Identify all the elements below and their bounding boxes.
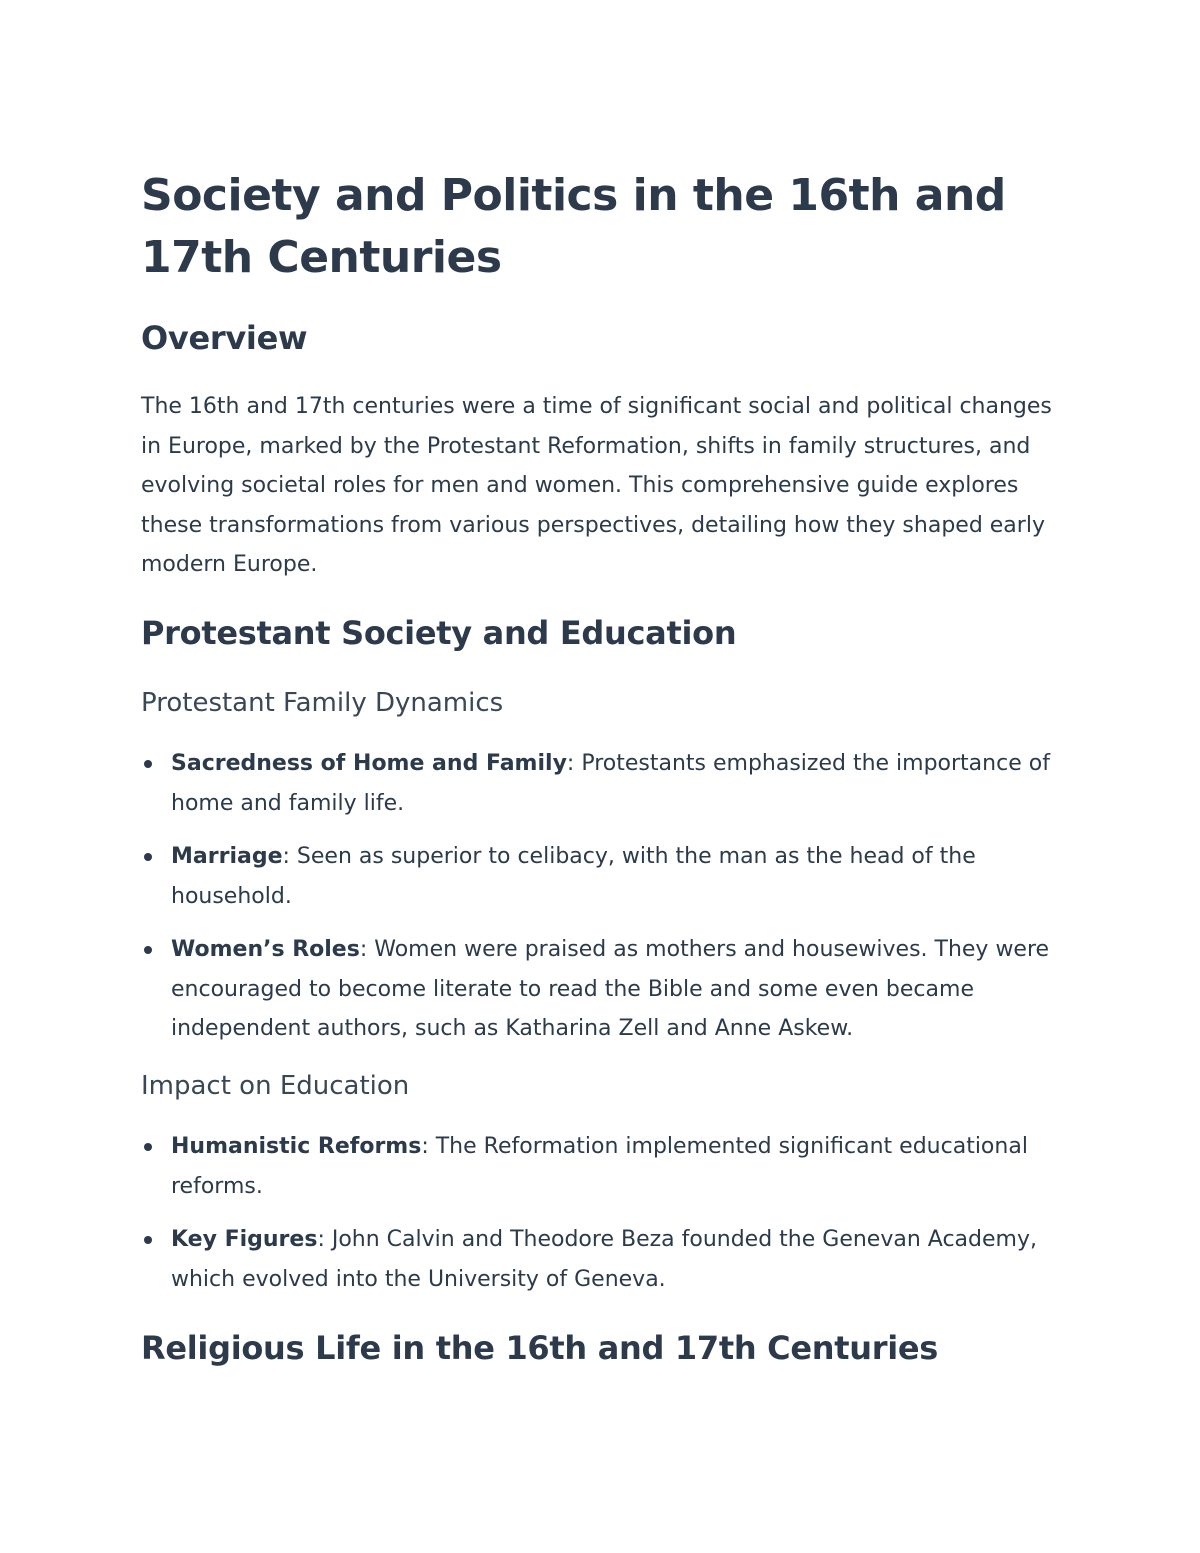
- list-item: [141, 930, 1071, 1049]
- list-item: [141, 1220, 1071, 1299]
- list-item-text: The Reformation implemented significant educational reforms.: [171, 1134, 1028, 1199]
- list-item-text: Women were praised as mothers and housewives. They were encouraged to become literate to read the Bible and some even became independent authors, such as Katharina Zell and Anne Askew.: [171, 937, 1050, 1041]
- education-impact-heading: Impact on Education: [141, 1071, 410, 1101]
- list-item: [141, 744, 1071, 823]
- list-item-separator: :: [359, 937, 368, 962]
- education-impact-list: [141, 1127, 1071, 1313]
- list-item-text: Seen as superior to celibacy, with the man as the head of the household.: [171, 844, 976, 909]
- overview-heading: Overview: [141, 319, 308, 357]
- religious-section-heading: Religious Life in the 16th and 17th Centuries: [141, 1329, 939, 1367]
- page-title: Society and Politics in the 16th and 17th Centuries: [141, 170, 1006, 283]
- list-item-text: John Calvin and Theodore Beza founded the Genevan Academy, which evolved into the University of Geneva.: [171, 1227, 1037, 1292]
- bullet-icon: [144, 760, 152, 768]
- bullet-icon: [144, 1143, 152, 1151]
- list-item-term: Women’s Roles: [171, 937, 360, 962]
- protestant-section-heading: Protestant Society and Education: [141, 614, 737, 652]
- list-item-separator: :: [317, 1227, 325, 1252]
- list-item: [141, 1127, 1071, 1206]
- overview-paragraph: The 16th and 17th centuries were a time of significant social and political changes in Europe, marked by the Protestant Reformation, shifts in family structures, and evolving societal roles for men and women. This comprehensive guide explores these transformations from various perspectives, detailing how they shaped early modern Europe.: [141, 394, 1052, 577]
- list-item-term: Marriage: [171, 844, 283, 869]
- list-item-text: Protestants emphasized the importance of home and family life.: [171, 751, 1050, 816]
- bullet-icon: [144, 1236, 152, 1244]
- list-item-term: Humanistic Reforms: [171, 1134, 422, 1159]
- list-item-separator: :: [282, 844, 290, 869]
- bullet-icon: [144, 853, 152, 861]
- family-dynamics-list: [141, 744, 1071, 1063]
- list-item: [141, 837, 1071, 916]
- list-item-separator: :: [421, 1134, 429, 1159]
- list-item-term: Sacredness of Home and Family: [171, 751, 567, 776]
- family-dynamics-heading: Protestant Family Dynamics: [141, 688, 504, 718]
- bullet-icon: [144, 946, 152, 954]
- list-item-separator: :: [566, 751, 575, 776]
- list-item-term: Key Figures: [171, 1227, 318, 1252]
